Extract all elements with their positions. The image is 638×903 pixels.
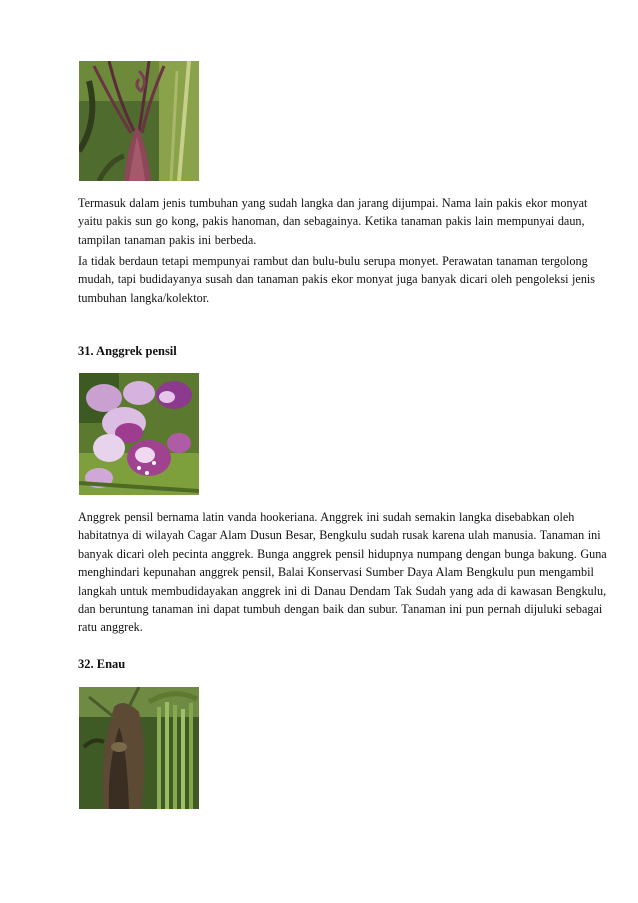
enau-heading: 32. Enau <box>78 657 126 671</box>
pakis-ekor-monyet-photo <box>79 61 199 181</box>
pakis-paragraph-2: Ia tidak berdaun tetapi mempunyai rambut dan bulu-bulu serupa monyet. Perawatan tanaman tergolong mudah, tapi budidayanya susah dan tanaman pakis ekor monyat juga banyak dicari oleh pengoleksi jenis tumbuhan langka/kolektor. <box>78 254 596 305</box>
anggrek-pensil-paragraph: Anggrek pensil bernama latin vanda hookeriana. Anggrek ini sudah semakin langka disebabkan oleh habitatnya di wilayah Cagar Alam Dusun Besar, Bengkulu sudah rusak karena ulah manusia. Tanaman ini banyak dicari oleh pecinta anggrek. Bunga anggrek pensil hidupnya numpang dengan bunga bakung. Guna menghindari kepunahan anggrek pensil, Balai Konservasi Sumber Daya Alam Bengkulu pun mengambil langkah untuk membudidayakan anggrek ini di Danau Dendam Tak Sudah yang ada di kawasan Bengkulu, dan beruntung tanaman ini dapat tumbuh dengan baik dan subur. Tanaman ini pun pernah dijuluki sebagai ratu anggrek. <box>78 510 607 635</box>
enau-photo <box>79 687 199 809</box>
anggrek-pensil-heading: 31. Anggrek pensil <box>78 344 177 358</box>
anggrek-pensil-photo <box>79 373 199 495</box>
pakis-paragraph-1: Termasuk dalam jenis tumbuhan yang sudah langka dan jarang dijumpai. Nama lain pakis ekor monyat yaitu pakis sun go kong, pakis hanoman, dan sebagainya. Ketika tanaman pakis lain mempunyai daun, tampilan tanaman pakis ini berbeda. <box>78 196 588 247</box>
